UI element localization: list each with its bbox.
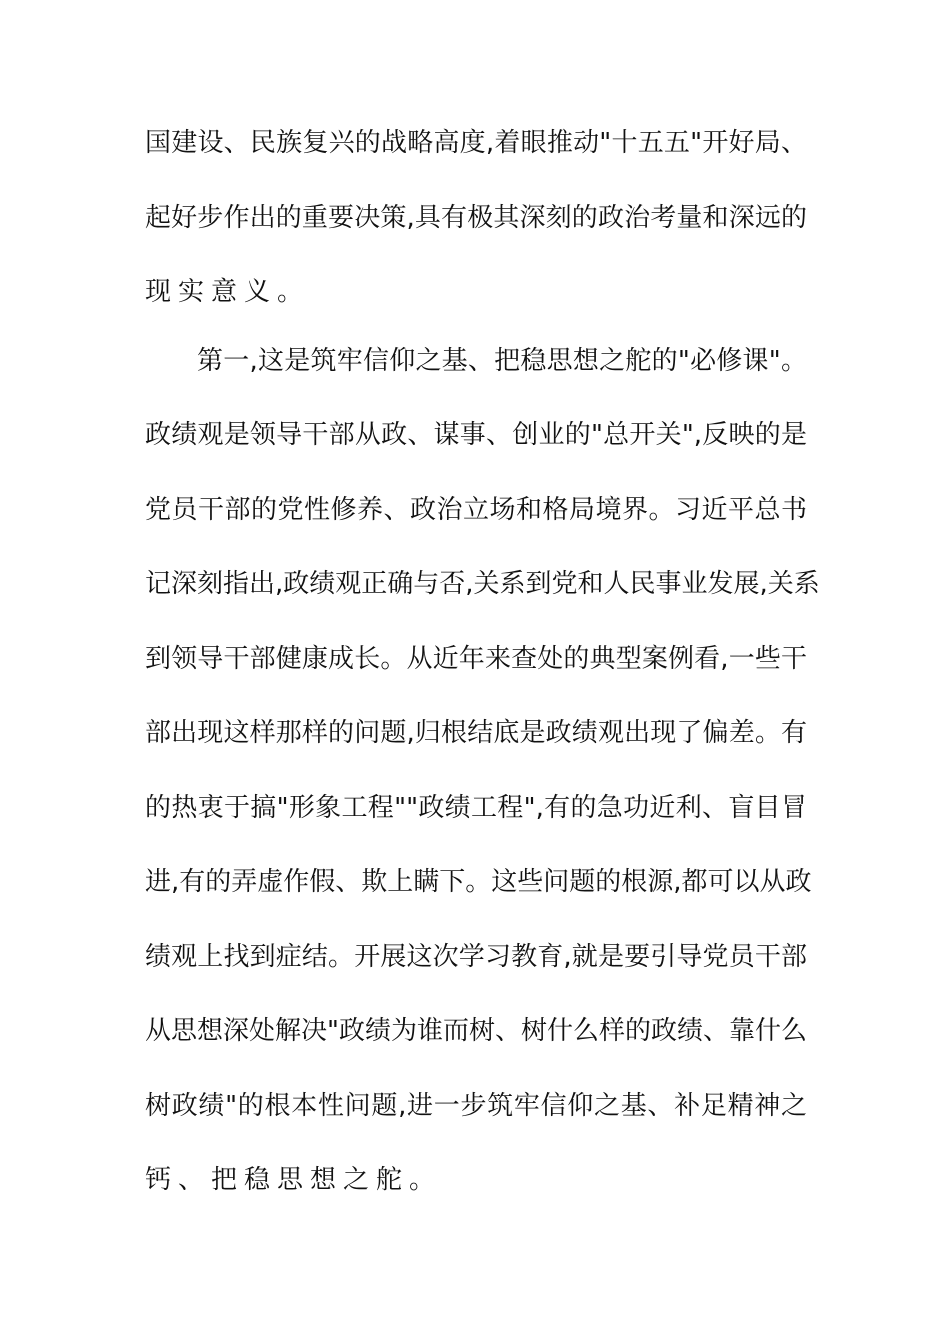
paragraph-heading-line: 第一,这是筑牢信仰之基、把稳思想之舵的"必修课"。	[197, 345, 807, 376]
paragraph-line: 的热衷于搞"形象工程""政绩工程",有的急功近利、盲目冒	[145, 792, 807, 823]
paragraph-line: 党员干部的党性修养、政治立场和格局境界。习近平总书	[145, 494, 807, 525]
document-page	[145, 106, 820, 1218]
paragraph-line: 到领导干部健康成长。从近年来查处的典型案例看,一些干	[145, 643, 807, 674]
paragraph-line: 钙、把稳思想之舵。	[145, 1165, 443, 1195]
paragraph-line: 从思想深处解决"政绩为谁而树、树什么样的政绩、靠什么	[145, 1016, 807, 1046]
paragraph-line: 绩观上找到症结。开展这次学习教育,就是要引导党员干部	[145, 941, 807, 972]
paragraph-line: 树政绩"的根本性问题,进一步筑牢信仰之基、补足精神之	[145, 1090, 807, 1121]
paragraph-line: 政绩观是领导干部从政、谋事、创业的"总开关",反映的是	[145, 420, 807, 450]
paragraph-line: 进,有的弄虚作假、欺上瞒下。这些问题的根源,都可以从政	[145, 867, 812, 897]
paragraph-line: 现实意义。	[145, 277, 311, 307]
paragraph-line: 国建设、民族复兴的战略高度,着眼推动"十五五"开好局、	[145, 128, 807, 158]
paragraph-line: 起好步作出的重要决策,具有极其深刻的政治考量和深远的	[145, 202, 807, 233]
paragraph-line: 部出现这样那样的问题,归根结底是政绩观出现了偏差。有	[145, 718, 807, 748]
paragraph-line: 记深刻指出,政绩观正确与否,关系到党和人民事业发展,关系	[145, 569, 820, 599]
